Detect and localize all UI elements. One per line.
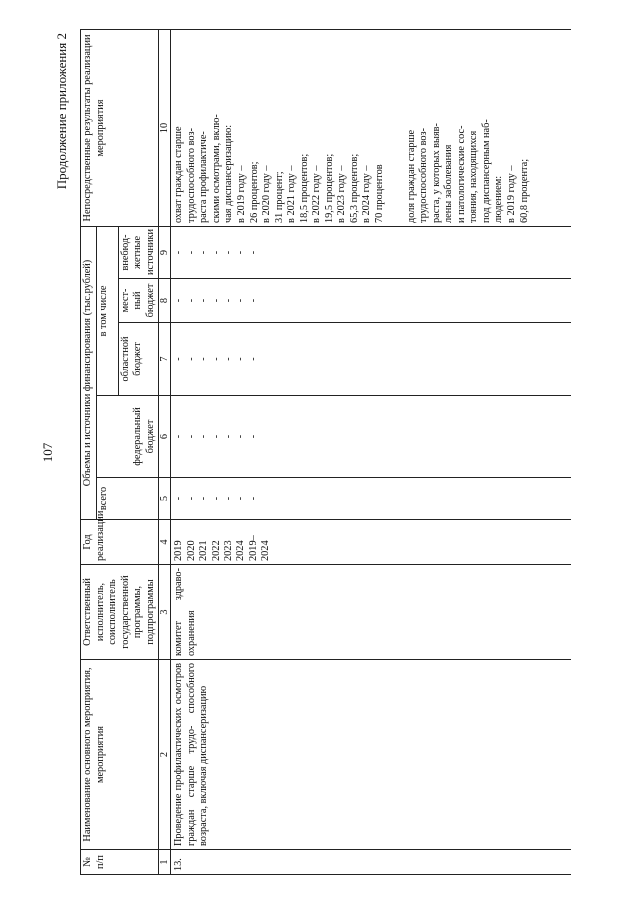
dash-value: -	[210, 298, 222, 303]
dash-value: -	[247, 434, 259, 439]
result-line: 19,5 процентов;	[323, 153, 335, 223]
result-line: в 2021 году –	[286, 165, 298, 223]
dash-value: -	[185, 434, 197, 439]
result-line: 70 процентов	[374, 164, 386, 223]
federal-values	[171, 396, 571, 478]
result-line: в 2019 году –	[236, 165, 248, 223]
results-block-coverage	[173, 33, 386, 223]
result-line: 18,5 процентов;	[298, 153, 310, 223]
header-regional-budget: областной бюджет	[118, 323, 159, 396]
result-line: доля граждан старше	[405, 129, 417, 223]
result-line: раста, у которых выяв-	[430, 123, 442, 223]
dash-value: -	[247, 250, 259, 255]
dash-value: -	[185, 298, 197, 303]
local-values	[171, 279, 571, 323]
dash-value: -	[210, 496, 222, 501]
column-number-4: 4	[159, 520, 171, 565]
column-number-3: 3	[159, 565, 171, 660]
column-number-10: 10	[159, 29, 171, 226]
result-line: в 2022 году –	[311, 165, 323, 223]
dash-value: -	[247, 496, 259, 501]
dash-value: -	[173, 357, 185, 361]
dash-value: -	[185, 496, 197, 501]
result-line: в 2024 году –	[361, 165, 373, 223]
measure-name: Проведение профилактических осмотров граждан старше трудо- способного возраста, включая диспансеризацию	[171, 660, 571, 850]
dash-value: -	[185, 357, 197, 361]
year-item: 2019	[173, 540, 185, 561]
dash-value: -	[210, 434, 222, 439]
off-budget-values	[171, 226, 571, 278]
column-number-9: 9	[159, 226, 171, 278]
dash-value: -	[247, 357, 259, 361]
year-item: 2024	[235, 540, 247, 561]
header-total: всего	[96, 478, 159, 520]
result-line: скими осмотрами, вклю-	[210, 114, 222, 223]
header-measure-name: Наименование основного мероприятия, мероприятия	[81, 660, 159, 850]
result-line: трудоспособного воз-	[185, 127, 197, 223]
header-results: Непосредственные результаты реализации мероприятия	[81, 29, 159, 226]
result-line: трудоспособного воз-	[418, 127, 430, 223]
dash-value: -	[198, 434, 210, 439]
results-text	[171, 29, 571, 226]
column-number-2: 2	[159, 660, 171, 850]
result-line: охват граждан старше	[173, 126, 185, 223]
program-table	[80, 29, 571, 875]
header-year: Год реализации	[81, 520, 159, 565]
result-line: под диспансерным наб-	[480, 119, 492, 223]
header-executor: Ответственный исполнитель, соисполнитель государственной программы, подпрограммы	[81, 565, 159, 660]
column-number-6: 6	[159, 396, 171, 478]
dash-value: -	[173, 434, 185, 439]
dash-value: -	[210, 357, 222, 361]
results-block-dispensary	[406, 33, 531, 223]
header-local-budget: мест- ный бюджет	[118, 279, 159, 323]
header-in-that-number: в том числе	[96, 226, 118, 395]
result-line: чая диспансеризацию:	[223, 124, 235, 223]
dash-value: -	[235, 496, 247, 501]
column-number-5: 5	[159, 478, 171, 520]
dash-value: -	[235, 250, 247, 255]
column-number-8: 8	[159, 279, 171, 323]
column-number-7: 7	[159, 323, 171, 396]
result-line: и патологические сос-	[455, 125, 467, 223]
dash-value: -	[198, 357, 210, 361]
result-line: людением:	[493, 175, 505, 223]
row-number: 13.	[171, 850, 571, 875]
result-line: в 2019 году –	[505, 165, 517, 223]
table-row	[171, 29, 571, 874]
dash-value: -	[173, 250, 185, 255]
header-federal-budget: федеральный бюджет	[96, 396, 159, 478]
dash-value: -	[222, 496, 234, 501]
regional-values	[171, 323, 571, 396]
page-number: 107	[40, 442, 55, 463]
year-item: 2021	[198, 540, 210, 561]
dash-value: -	[222, 250, 234, 255]
result-line: раста профилактиче-	[198, 131, 210, 223]
total-values	[171, 478, 571, 520]
dash-value: -	[222, 298, 234, 303]
result-line: 26 процентов;	[248, 161, 260, 223]
dash-value: -	[198, 298, 210, 303]
appendix-continuation-label: Продолжение приложения 2	[54, 33, 69, 190]
dash-value: -	[222, 357, 234, 361]
dash-value: -	[222, 434, 234, 439]
dash-value: -	[173, 496, 185, 501]
column-number-1: 1	[159, 850, 171, 875]
year-item: 2020	[185, 540, 197, 561]
result-line: тояния, находящихся	[468, 130, 480, 223]
result-line: 31 процент;	[273, 171, 285, 223]
header-off-budget: внебюд- жетные источники	[118, 226, 159, 278]
rotated-sheet	[40, 30, 600, 875]
dash-value: -	[247, 298, 259, 303]
header-financing: Объемы и источники финансирования (тыс.рублей)	[81, 226, 97, 519]
dash-value: -	[198, 496, 210, 501]
dash-value: -	[235, 357, 247, 361]
dash-value: -	[235, 434, 247, 439]
year-item: 2022	[210, 540, 222, 561]
dash-value: -	[173, 298, 185, 303]
dash-value: -	[235, 298, 247, 303]
result-line: в 2023 году –	[336, 165, 348, 223]
years-list	[171, 520, 571, 565]
result-line: 60,8 процента;	[518, 158, 530, 223]
header-num: № п/п	[81, 850, 159, 875]
dash-value: -	[198, 250, 210, 255]
responsible-executor: комитет здраво- охранения	[171, 565, 571, 660]
dash-value: -	[210, 250, 222, 255]
result-line: лены заболевания	[443, 144, 455, 223]
dash-value: -	[185, 250, 197, 255]
result-line: 65,3 процентов;	[348, 153, 360, 223]
year-item: 2019–2024	[247, 535, 272, 561]
year-item: 2023	[222, 540, 234, 561]
result-line: в 2020 году –	[261, 165, 273, 223]
